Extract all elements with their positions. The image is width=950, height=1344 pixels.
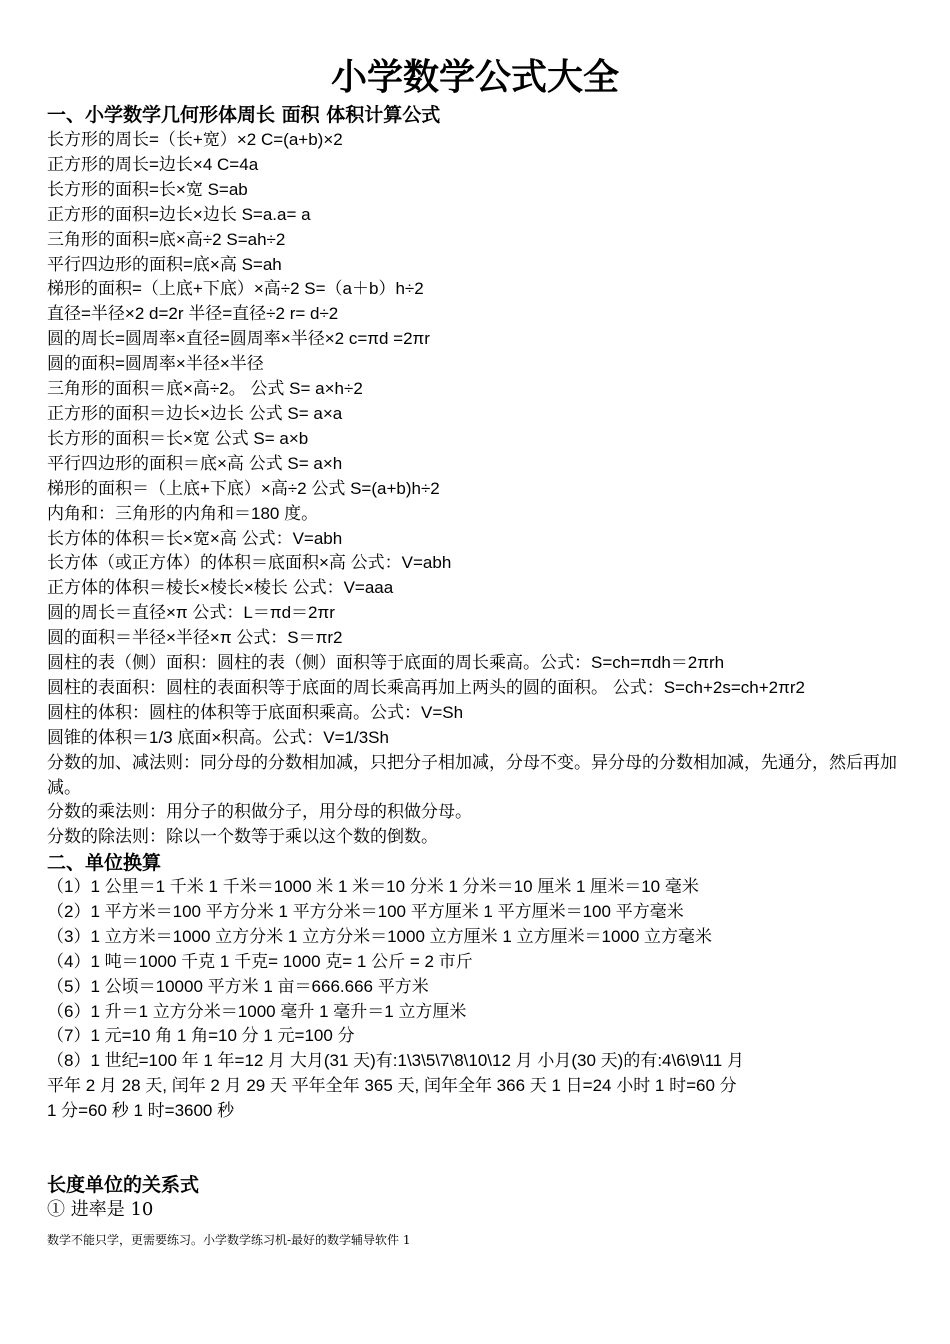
section-heading-length-units: 长度单位的关系式: [47, 1174, 200, 1196]
formula-line: 圆的周长＝直径×π 公式：L＝πd＝2πr: [47, 603, 335, 623]
formula-line: 圆柱的体积：圆柱的体积等于底面积乘高。公式：V=Sh: [47, 702, 464, 722]
formula-line: 正方形的周长=边长×4 C=4a: [47, 154, 259, 174]
formula-line: 内角和：三角形的内角和＝180 度。: [47, 503, 319, 523]
formula-line: 长方体的体积＝长×宽×高 公式：V=abh: [47, 528, 343, 548]
page-footer: 数学不能只学，更需要练习。小学数学练习机-最好的数学辅导软件 1: [47, 1233, 411, 1247]
formula-line: 正方形的面积＝边长×边长 公式 S= a×a: [47, 403, 343, 423]
formula-line: （6）1 升＝1 立方分米＝1000 毫升 1 毫升＝1 立方厘米: [47, 1001, 467, 1021]
formula-line: （8）1 世纪=100 年 1 年=12 月 大月(31 天)有:1\3\5\7\8\10\12 月 小月(30 天)的有:4\6\9\11 月: [47, 1051, 744, 1071]
formula-line: （3）1 立方米＝1000 立方分米 1 立方分米＝1000 立方厘米 1 立方厘米＝1000 立方毫米: [47, 926, 713, 946]
formula-line: 分数的乘法则：用分子的积做分子，用分母的积做分母。: [47, 802, 472, 822]
formula-line: 圆的面积＝半径×半径×π 公式：S＝πr2: [47, 628, 343, 648]
formula-line: 正方形的面积=边长×边长 S=a.a= a: [47, 204, 311, 224]
formula-line: 三角形的面积＝底×高÷2。 公式 S= a×h÷2: [47, 379, 363, 399]
formula-line: 分数的加、减法则：同分母的分数相加减，只把分子相加减，分母不变。异分母的分数相加减，先通分，然后再加减。: [47, 752, 897, 797]
formula-line: 分数的除法则：除以一个数等于乘以这个数的倒数。: [47, 827, 438, 847]
formula-line: 圆的面积=圆周率×半径×半径: [47, 354, 264, 374]
formula-line: 梯形的面积=（上底+下底）×高÷2 S=（a＋b）h÷2: [47, 279, 424, 299]
formula-line: 正方体的体积＝棱长×棱长×棱长 公式：V=aaa: [47, 578, 394, 598]
formula-line: （4）1 吨＝1000 千克 1 千克= 1000 克= 1 公斤 = 2 市斤: [47, 951, 473, 971]
formula-line: 圆的周长=圆周率×直径=圆周率×半径×2 c=πd =2πr: [47, 329, 430, 349]
section-heading-geometry: 一、小学数学几何形体周长 面积 体积计算公式: [47, 104, 441, 126]
formula-line: 长方形的周长=（长+宽）×2 C=(a+b)×2: [47, 130, 343, 149]
formula-line: 圆柱的表（侧）面积：圆柱的表（侧）面积等于底面的周长乘高。公式：S=ch=πdh＝2πrh: [47, 653, 725, 673]
formula-line: 平年 2 月 28 天, 闰年 2 月 29 天 平年全年 365 天, 闰年全年 366 天 1 日=24 小时 1 时=60 分: [47, 1076, 737, 1096]
formula-line: 直径=半径×2 d=2r 半径=直径÷2 r= d÷2: [47, 304, 339, 324]
formula-line: 长方体（或正方体）的体积＝底面积×高 公式：V=abh: [47, 553, 452, 573]
formula-line: （5）1 公顷＝10000 平方米 1 亩＝666.666 平方米: [47, 976, 429, 996]
formula-line: （1）1 公里＝1 千米 1 千米＝1000 米 1 米＝10 分米 1 分米＝10 厘米 1 厘米＝10 毫米: [47, 877, 699, 896]
formula-line: （2）1 平方米＝100 平方分米 1 平方分米＝100 平方厘米 1 平方厘米＝100 平方毫米: [47, 901, 684, 921]
formula-line: 长方形的面积=长×宽 S=ab: [47, 179, 248, 199]
formula-line: 三角形的面积=底×高÷2 S=ah÷2: [47, 229, 286, 249]
formula-line: 圆柱的表面积：圆柱的表面积等于底面的周长乘高再加上两头的圆的面积。 公式：S=ch+2s=ch+2πr2: [47, 677, 805, 697]
formula-line: 梯形的面积＝（上底+下底）×高÷2 公式 S=(a+b)h÷2: [47, 478, 440, 498]
section-heading-unit-conversion: 二、单位换算: [47, 852, 162, 874]
formula-line: 1 分=60 秒 1 时=3600 秒: [47, 1101, 235, 1121]
formula-line: 圆锥的体积＝1/3 底面×积高。公式：V=1/3Sh: [47, 727, 389, 747]
formula-line: 长方形的面积＝长×宽 公式 S= a×b: [47, 428, 309, 448]
geometry-formula-list: [47, 128, 909, 850]
formula-line: （7）1 元=10 角 1 角=10 分 1 元=100 分: [47, 1026, 355, 1046]
page-title: 小学数学公式大全: [330, 57, 619, 98]
unit-conversion-list: [47, 875, 744, 1124]
length-unit-rate-line: ① 进率是 10: [47, 1199, 154, 1220]
formula-line: 平行四边形的面积＝底×高 公式 S= a×h: [47, 453, 343, 473]
formula-line: 平行四边形的面积=底×高 S=ah: [47, 254, 282, 274]
